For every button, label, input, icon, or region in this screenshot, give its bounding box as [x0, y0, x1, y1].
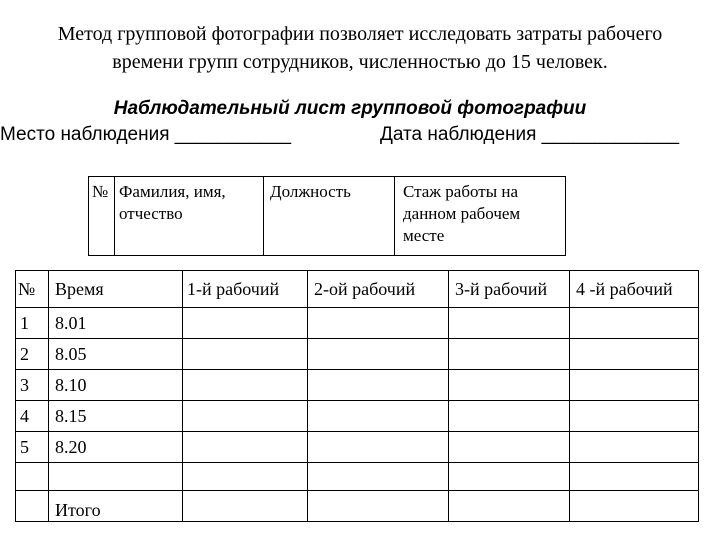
timing-table [15, 270, 699, 522]
row-worker-1-cell [183, 401, 308, 432]
row-worker-3-cell [449, 401, 570, 432]
row-worker-3-cell [449, 339, 570, 370]
row-time: 8.20 [49, 432, 183, 463]
blank-time-cell [49, 463, 183, 491]
row-worker-4-cell [570, 308, 699, 339]
workers-header-name-line1: Фамилия, имя, [119, 182, 226, 201]
observation-place-label: Место наблюдения ___________ [0, 124, 292, 145]
total-num-cell [16, 491, 49, 522]
table-row [16, 308, 699, 339]
row-num: 2 [16, 339, 49, 370]
total-worker-3-cell [449, 491, 570, 522]
intro-line-2: времени групп сотрудников, численностью до 15 человек. [112, 51, 608, 73]
row-num: 3 [16, 370, 49, 401]
row-worker-1-cell [183, 308, 308, 339]
row-worker-3-cell [449, 308, 570, 339]
workers-header-position: Должность [264, 177, 395, 256]
row-num: 1 [16, 308, 49, 339]
blank-worker-2-cell [308, 463, 449, 491]
total-label: Итого [49, 491, 183, 522]
table-row [16, 370, 699, 401]
workers-header-experience-line2: данном рабочем [403, 204, 521, 223]
row-worker-2-cell [308, 339, 449, 370]
blank-worker-1-cell [183, 463, 308, 491]
table-row [16, 432, 699, 463]
timing-header-row [16, 271, 699, 308]
total-worker-2-cell [308, 491, 449, 522]
blank-row [16, 463, 699, 491]
row-num: 4 [16, 401, 49, 432]
row-time: 8.05 [49, 339, 183, 370]
workers-header-name [115, 177, 264, 256]
workers-header-experience-line1: Стаж работы на [403, 182, 519, 201]
intro-line-1: Метод групповой фотографии позволяет исследовать затраты рабочего [57, 23, 663, 45]
table-row [16, 401, 699, 432]
workers-table [88, 176, 566, 256]
row-worker-4-cell [570, 339, 699, 370]
workers-header-num: № [89, 177, 115, 256]
row-worker-4-cell [570, 432, 699, 463]
workers-header-name-line2: отчество [119, 204, 183, 223]
total-worker-1-cell [183, 491, 308, 522]
row-worker-3-cell [449, 370, 570, 401]
blank-worker-3-cell [449, 463, 570, 491]
intro-text [0, 20, 720, 76]
observation-date-label: Дата наблюдения _____________ [380, 124, 680, 145]
workers-header-row [89, 177, 566, 256]
total-row [16, 491, 699, 522]
timing-header-worker-1: 1-й рабочий [183, 271, 308, 308]
workers-header-experience-line3: месте [403, 226, 445, 245]
timing-header-worker-3: 3-й рабочий [449, 271, 570, 308]
row-worker-1-cell [183, 339, 308, 370]
blank-worker-4-cell [570, 463, 699, 491]
row-worker-4-cell [570, 370, 699, 401]
timing-header-worker-4: 4 -й рабочий [570, 271, 699, 308]
row-worker-1-cell [183, 432, 308, 463]
blank-num-cell [16, 463, 49, 491]
row-worker-1-cell [183, 370, 308, 401]
row-num: 5 [16, 432, 49, 463]
row-worker-3-cell [449, 432, 570, 463]
workers-header-experience [395, 177, 566, 256]
timing-header-worker-2: 2-ой рабочий [308, 271, 449, 308]
row-worker-2-cell [308, 308, 449, 339]
row-time: 8.10 [49, 370, 183, 401]
table-row [16, 339, 699, 370]
row-worker-2-cell [308, 401, 449, 432]
row-worker-4-cell [570, 401, 699, 432]
row-worker-2-cell [308, 370, 449, 401]
row-worker-2-cell [308, 432, 449, 463]
timing-header-num: № [16, 271, 49, 308]
total-worker-4-cell [570, 491, 699, 522]
row-time: 8.15 [49, 401, 183, 432]
timing-header-time: Время [49, 271, 183, 308]
row-time: 8.01 [49, 308, 183, 339]
sheet-title: Наблюдательный лист групповой фотографии [113, 98, 587, 119]
